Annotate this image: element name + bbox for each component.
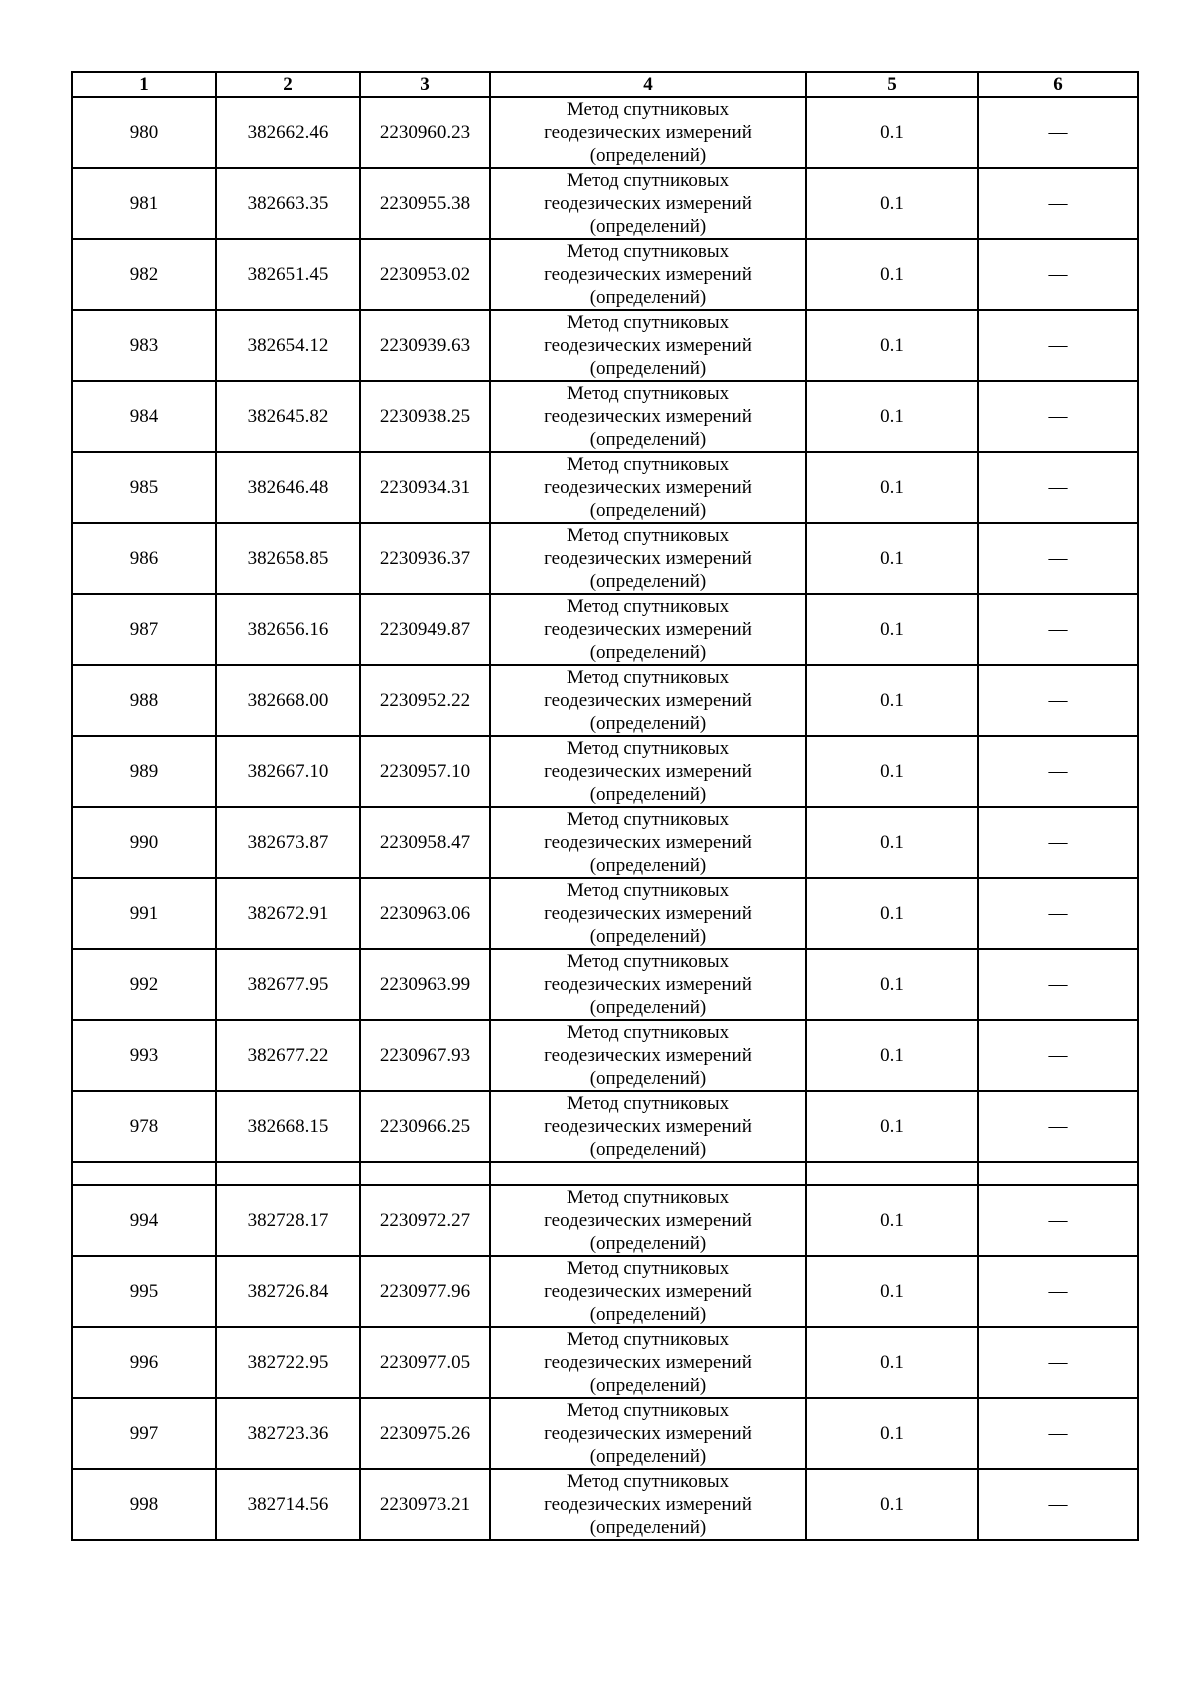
empty-cell (978, 1162, 1138, 1185)
description-cell: — (978, 736, 1138, 807)
x-coordinate-cell: 382673.87 (216, 807, 360, 878)
method-text: Метод спутниковых геодезических измерений (определений) (544, 1258, 752, 1325)
method-text: Метод спутниковых геодезических измерений (определений) (544, 1022, 752, 1089)
point-number-cell: 986 (72, 523, 216, 594)
y-coordinate-cell: 2230977.05 (360, 1327, 490, 1398)
description-cell: — (978, 665, 1138, 736)
method-text: Метод спутниковых геодезических измерений (определений) (544, 809, 752, 876)
description-cell: — (978, 878, 1138, 949)
point-number-cell: 996 (72, 1327, 216, 1398)
accuracy-cell: 0.1 (806, 807, 978, 878)
method-cell (490, 1020, 806, 1091)
table-row (72, 1327, 1138, 1398)
y-coordinate-cell: 2230966.25 (360, 1091, 490, 1162)
table-row (72, 239, 1138, 310)
table-row (72, 736, 1138, 807)
accuracy-cell: 0.1 (806, 452, 978, 523)
point-number-cell: 997 (72, 1398, 216, 1469)
y-coordinate-cell: 2230972.27 (360, 1185, 490, 1256)
method-cell (490, 523, 806, 594)
description-cell: — (978, 807, 1138, 878)
description-cell: — (978, 381, 1138, 452)
accuracy-cell: 0.1 (806, 1091, 978, 1162)
table-row (72, 168, 1138, 239)
point-number-cell: 995 (72, 1256, 216, 1327)
y-coordinate-cell: 2230949.87 (360, 594, 490, 665)
table-separator-row (72, 1162, 1138, 1185)
method-cell (490, 1185, 806, 1256)
method-cell (490, 736, 806, 807)
method-cell (490, 949, 806, 1020)
point-number-cell: 984 (72, 381, 216, 452)
method-cell (490, 168, 806, 239)
table-row (72, 1256, 1138, 1327)
accuracy-cell: 0.1 (806, 1185, 978, 1256)
x-coordinate-cell: 382667.10 (216, 736, 360, 807)
method-cell (490, 310, 806, 381)
table-row (72, 523, 1138, 594)
x-coordinate-cell: 382677.22 (216, 1020, 360, 1091)
empty-cell (360, 1162, 490, 1185)
x-coordinate-cell: 382646.48 (216, 452, 360, 523)
header-col-1: 1 (72, 72, 216, 97)
accuracy-cell: 0.1 (806, 523, 978, 594)
method-text: Метод спутниковых геодезических измерений (определений) (544, 99, 752, 166)
method-cell (490, 1091, 806, 1162)
x-coordinate-cell: 382726.84 (216, 1256, 360, 1327)
table-row (72, 594, 1138, 665)
table-body (72, 97, 1138, 1540)
accuracy-cell: 0.1 (806, 168, 978, 239)
description-cell: — (978, 239, 1138, 310)
accuracy-cell: 0.1 (806, 381, 978, 452)
header-col-6: 6 (978, 72, 1138, 97)
x-coordinate-cell: 382656.16 (216, 594, 360, 665)
method-text: Метод спутниковых геодезических измерений (определений) (544, 1093, 752, 1160)
method-cell (490, 381, 806, 452)
method-text: Метод спутниковых геодезических измерений (определений) (544, 1471, 752, 1538)
method-cell (490, 594, 806, 665)
method-text: Метод спутниковых геодезических измерений (определений) (544, 1329, 752, 1396)
method-cell (490, 1469, 806, 1540)
accuracy-cell: 0.1 (806, 1256, 978, 1327)
description-cell: — (978, 1256, 1138, 1327)
point-number-cell: 993 (72, 1020, 216, 1091)
method-text: Метод спутниковых геодезических измерений (определений) (544, 170, 752, 237)
empty-cell (216, 1162, 360, 1185)
point-number-cell: 982 (72, 239, 216, 310)
accuracy-cell: 0.1 (806, 736, 978, 807)
description-cell: — (978, 452, 1138, 523)
y-coordinate-cell: 2230975.26 (360, 1398, 490, 1469)
description-cell: — (978, 949, 1138, 1020)
accuracy-cell: 0.1 (806, 594, 978, 665)
table-row (72, 665, 1138, 736)
table-row (72, 452, 1138, 523)
description-cell: — (978, 168, 1138, 239)
table-row (72, 381, 1138, 452)
x-coordinate-cell: 382662.46 (216, 97, 360, 168)
method-text: Метод спутниковых геодезических измерений (определений) (544, 312, 752, 379)
method-text: Метод спутниковых геодезических измерений (определений) (544, 454, 752, 521)
point-number-cell: 981 (72, 168, 216, 239)
x-coordinate-cell: 382728.17 (216, 1185, 360, 1256)
x-coordinate-cell: 382651.45 (216, 239, 360, 310)
method-cell (490, 807, 806, 878)
table-row (72, 1469, 1138, 1540)
y-coordinate-cell: 2230938.25 (360, 381, 490, 452)
point-number-cell: 985 (72, 452, 216, 523)
description-cell: — (978, 1327, 1138, 1398)
y-coordinate-cell: 2230952.22 (360, 665, 490, 736)
y-coordinate-cell: 2230934.31 (360, 452, 490, 523)
method-text: Метод спутниковых геодезических измерений (определений) (544, 880, 752, 947)
method-text: Метод спутниковых геодезических измерений (определений) (544, 951, 752, 1018)
header-row (72, 72, 1138, 97)
accuracy-cell: 0.1 (806, 97, 978, 168)
y-coordinate-cell: 2230963.99 (360, 949, 490, 1020)
description-cell: — (978, 1091, 1138, 1162)
method-cell (490, 1256, 806, 1327)
point-number-cell: 987 (72, 594, 216, 665)
accuracy-cell: 0.1 (806, 665, 978, 736)
y-coordinate-cell: 2230958.47 (360, 807, 490, 878)
table-row (72, 310, 1138, 381)
point-number-cell: 992 (72, 949, 216, 1020)
y-coordinate-cell: 2230957.10 (360, 736, 490, 807)
accuracy-cell: 0.1 (806, 878, 978, 949)
description-cell: — (978, 97, 1138, 168)
description-cell: — (978, 310, 1138, 381)
x-coordinate-cell: 382723.36 (216, 1398, 360, 1469)
table-row (72, 949, 1138, 1020)
point-number-cell: 994 (72, 1185, 216, 1256)
method-cell (490, 452, 806, 523)
accuracy-cell: 0.1 (806, 1469, 978, 1540)
x-coordinate-cell: 382658.85 (216, 523, 360, 594)
method-cell (490, 665, 806, 736)
y-coordinate-cell: 2230953.02 (360, 239, 490, 310)
description-cell: — (978, 1398, 1138, 1469)
method-cell (490, 97, 806, 168)
method-text: Метод спутниковых геодезических измерений (определений) (544, 738, 752, 805)
x-coordinate-cell: 382714.56 (216, 1469, 360, 1540)
y-coordinate-cell: 2230973.21 (360, 1469, 490, 1540)
header-col-5: 5 (806, 72, 978, 97)
method-text: Метод спутниковых геодезических измерений (определений) (544, 383, 752, 450)
accuracy-cell: 0.1 (806, 1327, 978, 1398)
description-cell: — (978, 1020, 1138, 1091)
x-coordinate-cell: 382677.95 (216, 949, 360, 1020)
empty-cell (806, 1162, 978, 1185)
header-col-2: 2 (216, 72, 360, 97)
y-coordinate-cell: 2230955.38 (360, 168, 490, 239)
coordinates-table (71, 71, 1139, 1541)
table-row (72, 1020, 1138, 1091)
y-coordinate-cell: 2230939.63 (360, 310, 490, 381)
accuracy-cell: 0.1 (806, 949, 978, 1020)
point-number-cell: 978 (72, 1091, 216, 1162)
point-number-cell: 990 (72, 807, 216, 878)
method-cell (490, 878, 806, 949)
point-number-cell: 998 (72, 1469, 216, 1540)
x-coordinate-cell: 382645.82 (216, 381, 360, 452)
description-cell: — (978, 1469, 1138, 1540)
method-text: Метод спутниковых геодезических измерений (определений) (544, 667, 752, 734)
accuracy-cell: 0.1 (806, 1398, 978, 1469)
point-number-cell: 983 (72, 310, 216, 381)
table-row (72, 1398, 1138, 1469)
x-coordinate-cell: 382654.12 (216, 310, 360, 381)
method-text: Метод спутниковых геодезических измерений (определений) (544, 1400, 752, 1467)
point-number-cell: 989 (72, 736, 216, 807)
table-row (72, 807, 1138, 878)
method-text: Метод спутниковых геодезических измерений (определений) (544, 241, 752, 308)
description-cell: — (978, 523, 1138, 594)
y-coordinate-cell: 2230960.23 (360, 97, 490, 168)
method-cell (490, 1398, 806, 1469)
y-coordinate-cell: 2230967.93 (360, 1020, 490, 1091)
point-number-cell: 980 (72, 97, 216, 168)
method-text: Метод спутниковых геодезических измерений (определений) (544, 1187, 752, 1254)
y-coordinate-cell: 2230936.37 (360, 523, 490, 594)
point-number-cell: 988 (72, 665, 216, 736)
x-coordinate-cell: 382668.15 (216, 1091, 360, 1162)
x-coordinate-cell: 382722.95 (216, 1327, 360, 1398)
y-coordinate-cell: 2230977.96 (360, 1256, 490, 1327)
method-cell (490, 1327, 806, 1398)
accuracy-cell: 0.1 (806, 1020, 978, 1091)
x-coordinate-cell: 382668.00 (216, 665, 360, 736)
table-row (72, 97, 1138, 168)
x-coordinate-cell: 382663.35 (216, 168, 360, 239)
method-text: Метод спутниковых геодезических измерений (определений) (544, 596, 752, 663)
accuracy-cell: 0.1 (806, 239, 978, 310)
table-row (72, 1185, 1138, 1256)
table-header (72, 72, 1138, 97)
y-coordinate-cell: 2230963.06 (360, 878, 490, 949)
method-cell (490, 239, 806, 310)
description-cell: — (978, 1185, 1138, 1256)
description-cell: — (978, 594, 1138, 665)
header-col-4: 4 (490, 72, 806, 97)
empty-cell (490, 1162, 806, 1185)
point-number-cell: 991 (72, 878, 216, 949)
empty-cell (72, 1162, 216, 1185)
x-coordinate-cell: 382672.91 (216, 878, 360, 949)
table-row (72, 878, 1138, 949)
accuracy-cell: 0.1 (806, 310, 978, 381)
method-text: Метод спутниковых геодезических измерений (определений) (544, 525, 752, 592)
table-row (72, 1091, 1138, 1162)
header-col-3: 3 (360, 72, 490, 97)
